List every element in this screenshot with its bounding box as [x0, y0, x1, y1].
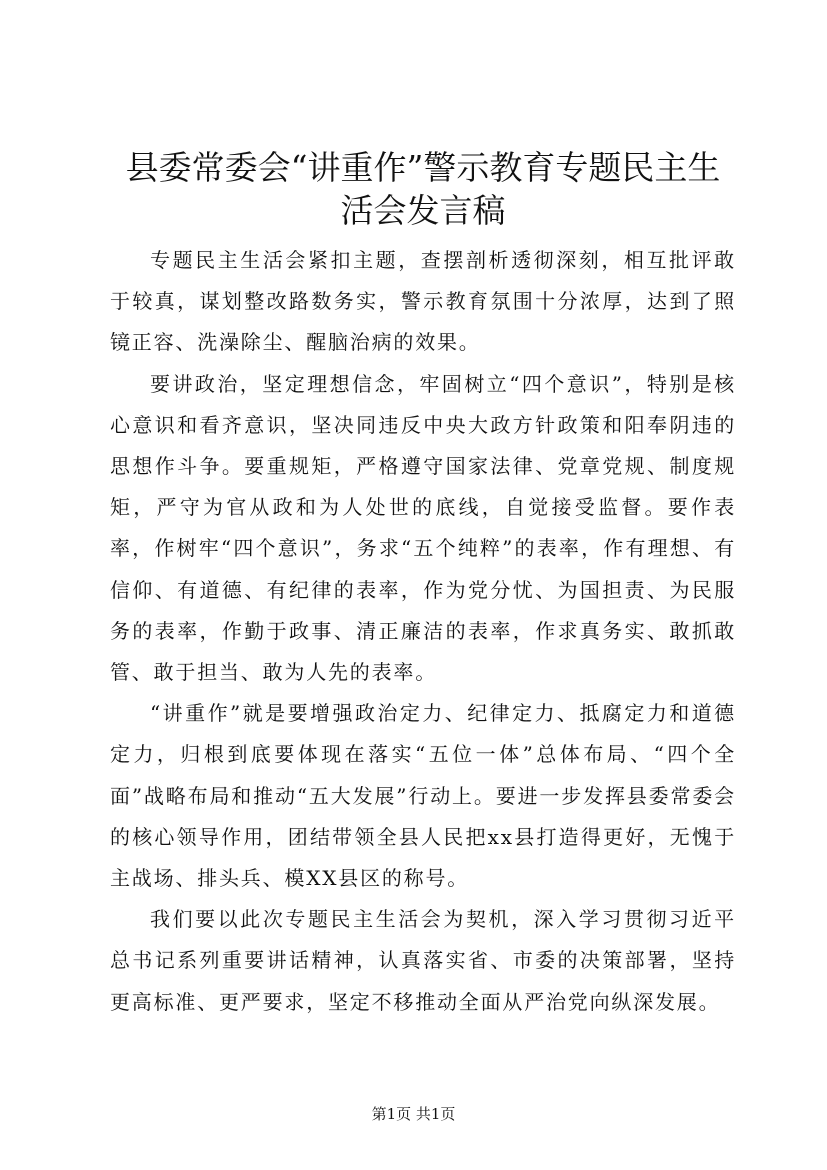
paragraph-3: “讲重作”就是要增强政治定力、纪律定力、抵腐定力和道德定力，归根到底要体现在落实“五位一体”总体布局、“四个全面”战略布局和推动“五大发展”行动上。要进一步发挥县委常委会的核心领导作用，团结带领全县人民把xx县打造得更好，无愧于主战场、排头兵、模XX县区的称号。 [110, 701, 736, 891]
page-footer [0, 1104, 827, 1124]
paragraph-1: 专题民主生活会紧扣主题，查摆剖析透彻深刻，相互批评敢于较真，谋划整改路数务实，警示教育氛围十分浓厚，达到了照镜正容、洗澡除尘、醒脑治病的效果。 [110, 248, 736, 355]
document-title: 县委常委会“讲重作”警示教育专题民主生活会发言稿 [125, 148, 721, 230]
paragraph-2: 要讲政治，坚定理想信念，牢固树立“四个意识”，特别是核心意识和看齐意识，坚决同违反中央大政方针政策和阳奉阴违的思想作斗争。要重规矩，严格遵守国家法律、党章党规、制度规矩，严守为官从政和为人处世的底线，自觉接受监督。要作表率，作树牢“四个意识”，务求“五个纯粹”的表率，作有理想、有信仰、有道德、有纪律的表率，作为党分忧、为国担责、为民服务的表率，作勤于政事、清正廉洁的表率，作求真务实、敢抓敢管、敢于担当、敢为人先的表率。 [110, 371, 736, 685]
document-body [110, 240, 736, 1023]
document-page [110, 146, 736, 1023]
paragraph-4: 我们要以此次专题民主生活会为契机，深入学习贯彻习近平总书记系列重要讲话精神，认真落实省、市委的决策部署，坚持更高标准、更严要求，坚定不移推动全面从严治党向纵深发展。 [110, 907, 736, 1014]
page-indicator: 第1页 共1页 [371, 1105, 456, 1123]
